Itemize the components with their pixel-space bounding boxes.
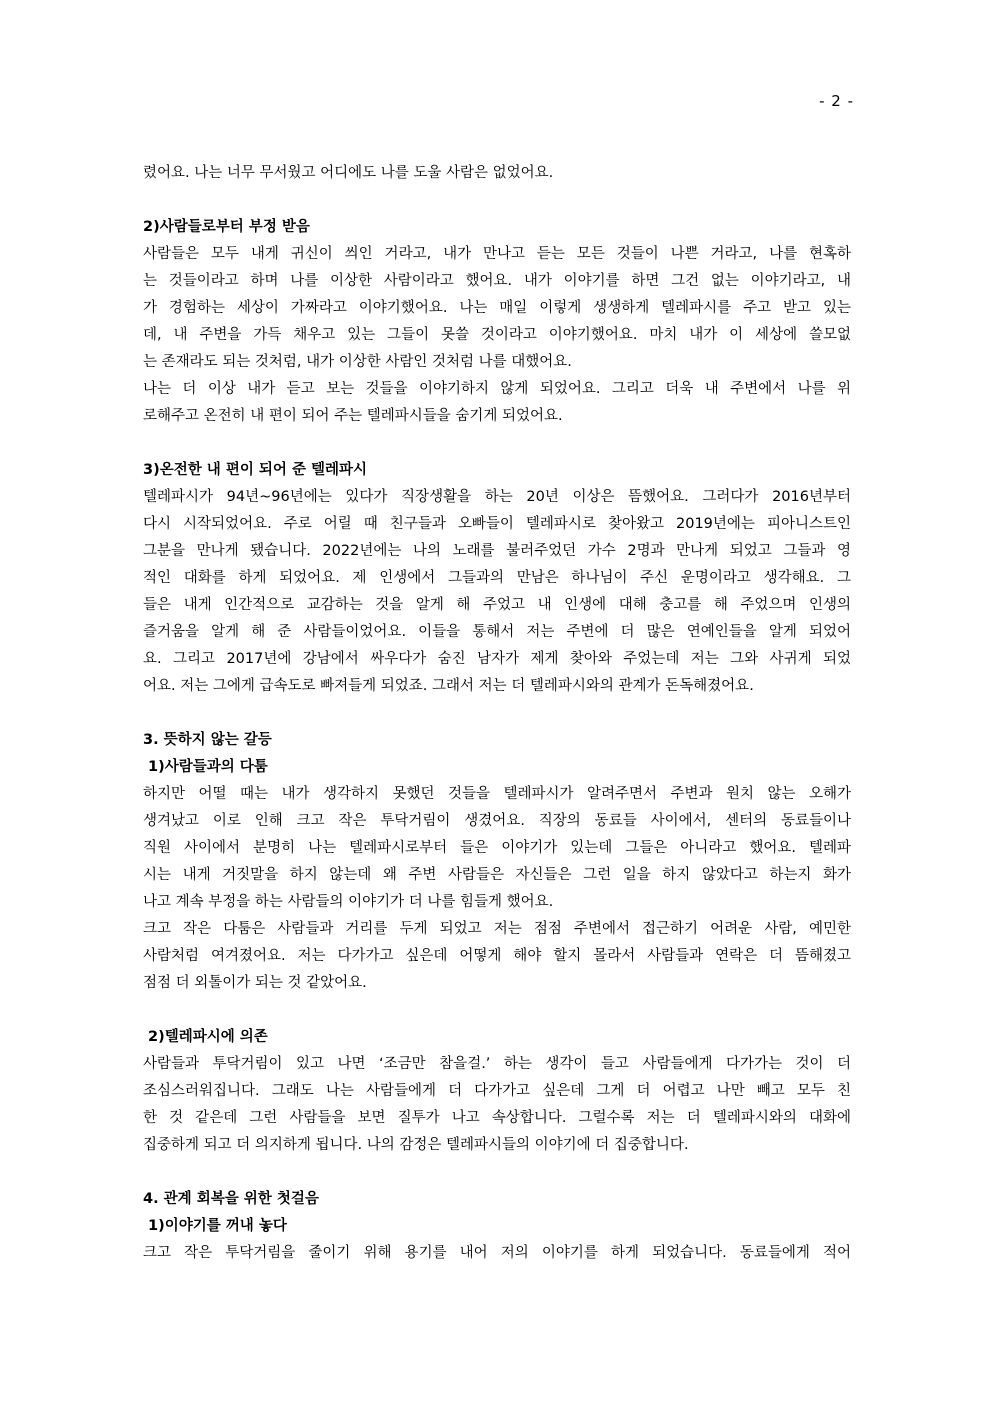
body-line: 어요. 저는 그에게 급속도로 빠져들게 되었죠. 그래서 저는 더 텔레파시와의 관계가 돈독해졌어요. [143, 678, 754, 694]
section-heading-2-3: 3)온전한 내 편이 되어 준 텔레파시 [143, 462, 368, 478]
paragraph-gap [143, 430, 851, 457]
paragraph [143, 781, 851, 916]
body-line: 생겨났고 이로 인해 크고 작은 투닥거림이 생겼어요. 직장의 동료들 사이에서, 센터의 동료들이나 [143, 813, 851, 829]
body-line: 그분을 만나게 됐습니다. 2022년에는 나의 노래를 불러주었던 가수 2명과 만나게 되었고 그들과 영 [143, 543, 851, 559]
body-line: 사람들과 투닥거림이 있고 나면 ‘조금만 참을걸.’ 하는 생각이 들고 사람들에게 다가가는 것이 더 [143, 1056, 851, 1072]
body-line: 한 것 같은데 그런 사람들을 보면 질투가 나고 속상합니다. 그럴수록 저는 더 텔레파시와의 대화에 [143, 1110, 851, 1126]
body-line: 집중하게 되고 더 의지하게 됩니다. 나의 감정은 텔레파시들의 이야기에 더 집중합니다. [143, 1137, 689, 1153]
body-line: 텔레파시가 94년~96년에는 있다가 직장생활을 하는 20년 이상은 뜸했어요. 그러다가 2016년부터 [143, 489, 851, 505]
body-line: 는 것들이라고 하며 나를 이상한 사람이라고 했어요. 내가 이야기를 하면 그건 없는 이야기라고, 내 [143, 273, 851, 289]
paragraph [143, 484, 851, 700]
body-line: 나고 계속 부정을 하는 사람들의 이야기가 더 나를 힘들게 했어요. [143, 894, 554, 910]
body-line: 조심스러워집니다. 그래도 나는 사람들에게 더 다가가고 싶은데 그게 더 어렵고 나만 빼고 모두 친 [143, 1083, 851, 1099]
body-line: 크고 작은 다툼은 사람들과 거리를 두게 되었고 저는 점점 주변에서 접근하기 어려운 사람, 예민한 [143, 921, 851, 937]
section-heading-4-1: 1)이야기를 꺼내 놓다 [148, 1218, 287, 1234]
body-line: 는 존재라도 되는 것처럼, 내가 이상한 사람인 것처럼 나를 대했어요. [143, 354, 572, 370]
paragraph-gap [143, 187, 851, 214]
body-line: 가 경험하는 세상이 가짜라고 이야기했어요. 나는 매일 이렇게 생생하게 텔레파시를 주고 받고 있는 [143, 300, 851, 316]
body-line: 요. 그리고 2017년에 강남에서 싸우다가 숨진 남자가 제게 찾아와 주었는데 저는 그와 사귀게 되었 [143, 651, 851, 667]
body-line: 적인 대화를 하게 되었어요. 제 인생에서 그들과의 만남은 하나님이 주신 운명이라고 생각해요. 그 [143, 570, 851, 586]
body-line: 나는 더 이상 내가 듣고 보는 것들을 이야기하지 않게 되었어요. 그리고 더욱 내 주변에서 나를 위 [143, 381, 851, 397]
body-line: 들은 내게 인간적으로 교감하는 것을 알게 해 주었고 내 인생에 대해 충고를 해 주었으며 인생의 [143, 597, 851, 613]
paragraph [143, 1240, 851, 1267]
paragraph-gap [143, 700, 851, 727]
body-line: 직원 사이에서 분명히 나는 텔레파시로부터 들은 이야기가 있는데 그들은 아니라고 했어요. 텔레파 [143, 840, 851, 856]
body-line: 다시 시작되었어요. 주로 어릴 때 친구들과 오빠들이 텔레파시로 찾아왔고 2019년에는 피아니스트인 [143, 516, 851, 532]
paragraph [143, 1051, 851, 1159]
body-line: 사람처럼 여겨졌어요. 저는 다가가고 싶은데 어떻게 해야 할지 몰라서 사람들과 연락은 더 뜸해졌고 [143, 948, 851, 964]
paragraph [143, 916, 851, 997]
body-line: 점점 더 외톨이가 되는 것 같았어요. [143, 975, 367, 991]
paragraph [143, 376, 851, 430]
paragraph-gap [143, 1159, 851, 1186]
section-heading-3-1: 1)사람들과의 다툼 [148, 759, 268, 775]
paragraph-gap [143, 997, 851, 1024]
body-line: 하지만 어떨 때는 내가 생각하지 못했던 것들을 텔레파시가 알려주면서 주변과 원치 않는 오해가 [143, 786, 851, 802]
page-number: - 2 - [819, 92, 854, 110]
body-line: 데, 내 주변을 가득 채우고 있는 그들이 못쓸 것이라고 이야기했어요. 마치 내가 이 세상에 쓸모없 [143, 327, 851, 343]
document-body [143, 160, 851, 1267]
body-line: 크고 작은 투닥거림을 줄이기 위해 용기를 내어 저의 이야기를 하게 되었습니다. 동료들에게 적어 [143, 1245, 851, 1261]
section-heading-3-2: 2)텔레파시에 의존 [148, 1029, 268, 1045]
paragraph [143, 241, 851, 376]
body-line: 즐거움을 알게 해 준 사람들이었어요. 이들을 통해서 저는 주변에 더 많은 연예인들을 알게 되었어 [143, 624, 851, 640]
body-line: 렸어요. 나는 너무 무서웠고 어디에도 나를 도울 사람은 없었어요. [143, 165, 554, 181]
section-heading-4: 4. 관계 회복을 위한 첫걸음 [143, 1191, 319, 1207]
body-line: 로해주고 온전히 내 편이 되어 주는 텔레파시들을 숨기게 되었어요. [143, 408, 563, 424]
body-line: 사람들은 모두 내게 귀신이 씌인 거라고, 내가 만나고 듣는 모든 것들이 나쁜 거라고, 나를 현혹하 [143, 246, 851, 262]
section-heading-2-2: 2)사람들로부터 부정 받음 [143, 219, 310, 235]
body-line: 시는 내게 거짓말을 하지 않는데 왜 주변 사람들은 자신들은 그런 일을 하지 않았다고 하는지 화가 [143, 867, 851, 883]
section-heading-3: 3. 뜻하지 않는 갈등 [143, 732, 272, 748]
